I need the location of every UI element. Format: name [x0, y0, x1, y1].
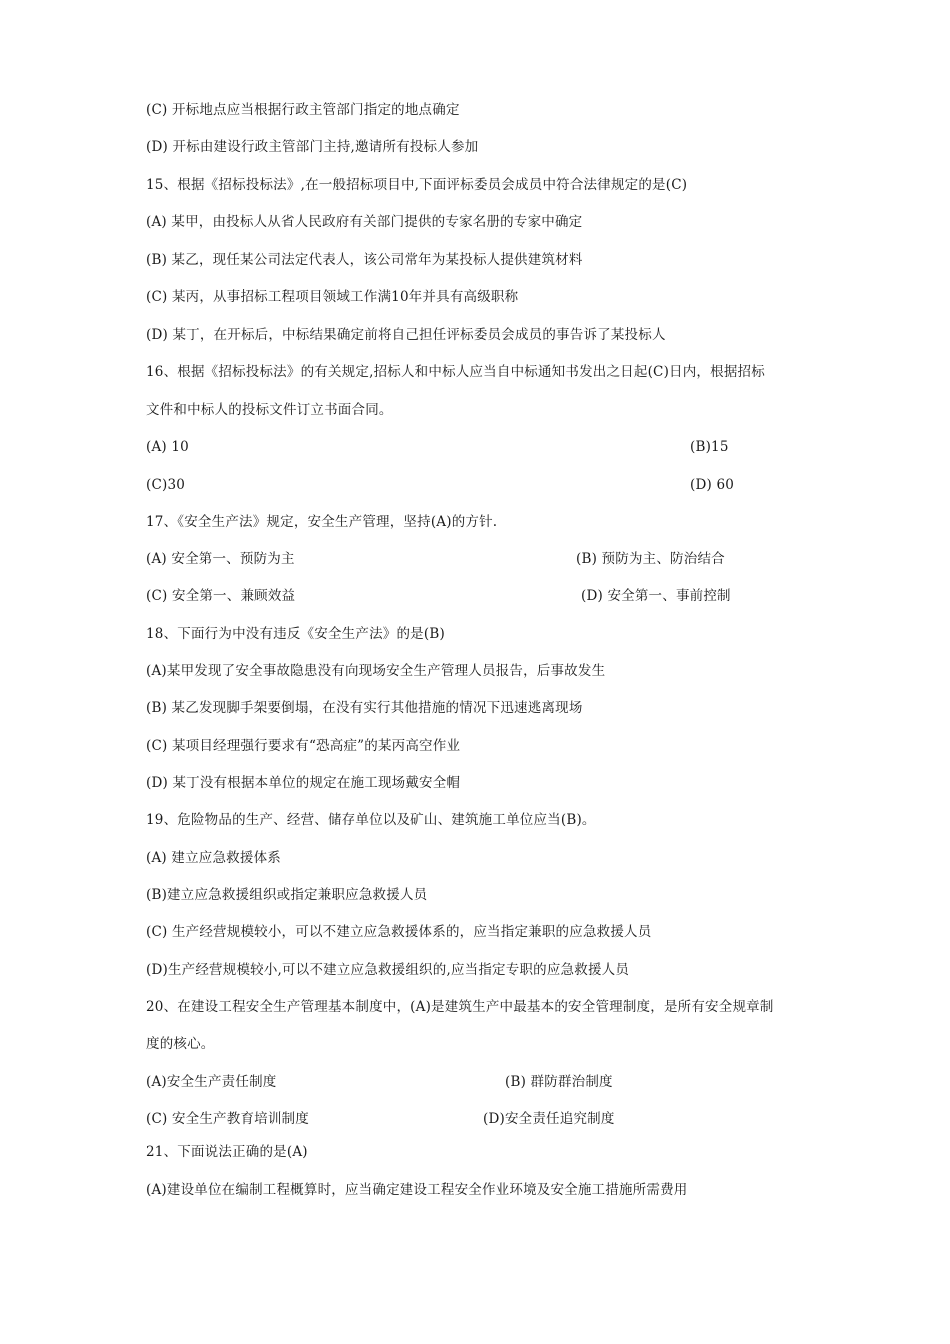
option-d-q15: (D) 某丁，在开标后，中标结果确定前将自己担任评标委员会成员的事告诉了某投标人 [146, 327, 666, 343]
option-c-q17: (C) 安全第一、兼顾效益 [146, 588, 296, 604]
option-d-q20: (D)安全责任追究制度 [483, 1111, 615, 1127]
option-c-q14: (C) 开标地点应当根据行政主管部门指定的地点确定 [146, 102, 460, 118]
option-c-q20: (C) 安全生产教育培训制度 [146, 1111, 309, 1127]
option-b-q17: (B) 预防为主、防治结合 [576, 551, 725, 567]
option-c-q19: (C) 生产经营规模较小，可以不建立应急救援体系的，应当指定兼职的应急救援人员 [146, 924, 652, 940]
option-b-q15: (B) 某乙，现任某公司法定代表人，该公司常年为某投标人提供建筑材料 [146, 252, 583, 268]
option-c-q15: (C) 某丙，从事招标工程项目领域工作满10年并具有高级职称 [146, 289, 519, 305]
question-21: 21、下面说法正确的是(A) [146, 1144, 308, 1160]
question-18: 18、下面行为中没有违反《安全生产法》的是(B) [146, 626, 445, 642]
option-d-q17: (D) 安全第一、事前控制 [581, 588, 731, 604]
question-16-continued: 文件和中标人的投标文件订立书面合同。 [146, 402, 393, 418]
option-a-q18: (A)某甲发现了安全事故隐患没有向现场安全生产管理人员报告，后事故发生 [146, 663, 606, 679]
option-d-q18: (D) 某丁没有根据本单位的规定在施工现场戴安全帽 [146, 775, 461, 791]
question-16: 16、根据《招标投标法》的有关规定,招标人和中标人应当自中标通知书发出之日起(C)日内，根据招标 [146, 364, 765, 380]
option-a-q20: (A)安全生产责任制度 [146, 1074, 277, 1090]
option-d-q16: (D) 60 [690, 477, 735, 493]
option-d-q19: (D)生产经营规模较小,可以不建立应急救援组织的,应当指定专职的应急救援人员 [146, 962, 630, 978]
question-19: 19、危险物品的生产、经营、储存单位以及矿山、建筑施工单位应当(B)。 [146, 812, 596, 828]
option-d-q14: (D) 开标由建设行政主管部门主持,邀请所有投标人参加 [146, 139, 479, 155]
option-c-q18: (C) 某项目经理强行要求有“恐高症”的某丙高空作业 [146, 738, 461, 754]
question-20-continued: 度的核心。 [146, 1036, 215, 1052]
option-b-q18: (B) 某乙发现脚手架要倒塌，在没有实行其他措施的情况下迅速逃离现场 [146, 700, 583, 716]
option-b-q19: (B)建立应急救援组织或指定兼职应急救援人员 [146, 887, 428, 903]
option-a-q21: (A)建设单位在编制工程概算时，应当确定建设工程安全作业环境及安全施工措施所需费用 [146, 1182, 688, 1198]
option-a-q19: (A) 建立应急救援体系 [146, 850, 281, 866]
option-b-q20: (B) 群防群治制度 [505, 1074, 613, 1090]
option-c-q16: (C)30 [146, 477, 186, 493]
option-a-q16: (A) 10 [146, 439, 189, 455]
question-20: 20、在建设工程安全生产管理基本制度中，(A)是建筑生产中最基本的安全管理制度，是所有安全规章制 [146, 999, 774, 1015]
option-a-q15: (A) 某甲，由投标人从省人民政府有关部门提供的专家名册的专家中确定 [146, 214, 583, 230]
option-a-q17: (A) 安全第一、预防为主 [146, 551, 295, 567]
question-15: 15、根据《招标投标法》,在一般招标项目中,下面评标委员会成员中符合法律规定的是(C) [146, 177, 688, 193]
question-17: 17、《安全生产法》规定，安全生产管理，坚持(A)的方针. [146, 514, 498, 530]
option-b-q16: (B)15 [690, 439, 729, 455]
